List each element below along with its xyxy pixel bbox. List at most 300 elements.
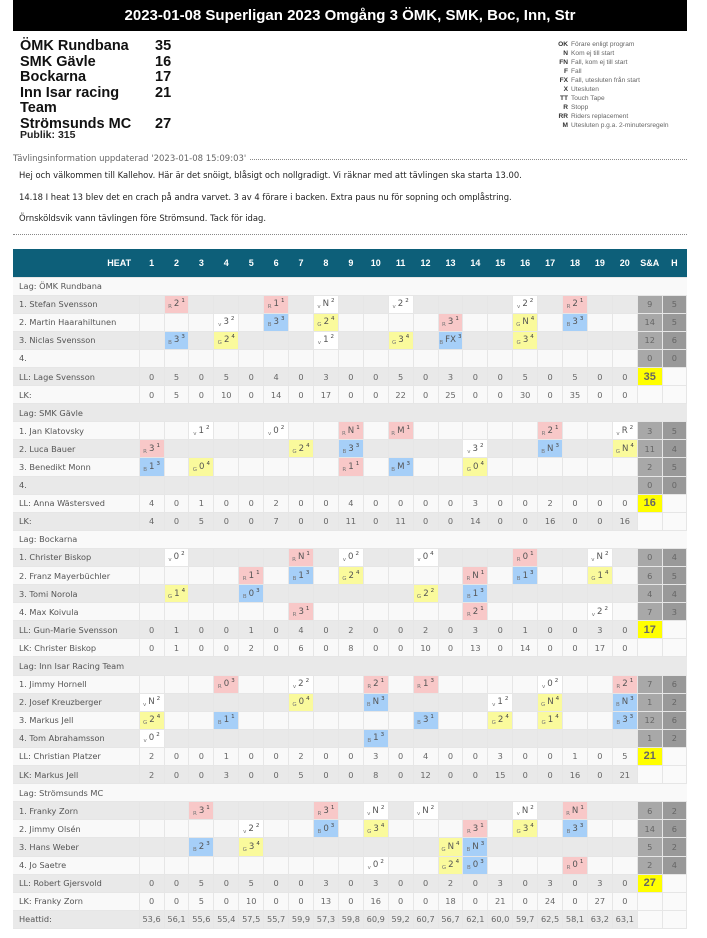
- heat-cell: [264, 711, 289, 729]
- ll-value: 0: [388, 494, 413, 512]
- heat-cell: [139, 711, 164, 729]
- heat-cell: [313, 349, 338, 367]
- heat-cell: [164, 675, 189, 693]
- rider-heats: 6: [662, 711, 686, 729]
- heat-cell: [289, 711, 314, 729]
- heat-cell: [139, 693, 164, 711]
- heat-cell: [264, 838, 289, 856]
- heat-cell: [313, 856, 338, 874]
- heat-points: 3: [472, 823, 479, 834]
- heat-cell: [239, 440, 264, 458]
- lk-value: 0: [139, 639, 164, 657]
- rider-name[interactable]: 4. Jo Saetre: [13, 856, 139, 874]
- heat-cell: [239, 856, 264, 874]
- rider-name[interactable]: 2. Martin Haarahiltunen: [13, 313, 139, 331]
- heat-cell: [139, 295, 164, 313]
- ll-value: 0: [363, 367, 388, 385]
- heat-cell: [139, 838, 164, 856]
- rider-name[interactable]: 4.: [13, 349, 139, 367]
- heattid-value: 57,3: [313, 910, 338, 928]
- heat-cell: [338, 440, 363, 458]
- header-heat-number: 11: [388, 249, 413, 277]
- heat-cell: [289, 820, 314, 838]
- rider-heats: 0: [662, 476, 686, 494]
- start-position: 4: [256, 840, 260, 847]
- heat-points: 0: [547, 679, 553, 690]
- ll-value: 0: [563, 494, 588, 512]
- heat-cell: [413, 422, 438, 440]
- heat-cell: [612, 331, 637, 349]
- rider-row: [13, 820, 687, 838]
- rider-name[interactable]: 1. Jan Klatovsky: [13, 422, 139, 440]
- heat-cell: [488, 585, 513, 603]
- gate-letter: R: [168, 304, 172, 311]
- rider-sa: 3: [637, 422, 662, 440]
- gate-letter: G: [217, 340, 222, 347]
- ll-value: 3: [313, 874, 338, 892]
- heat-cell: [513, 838, 538, 856]
- start-position: 4: [630, 442, 634, 449]
- heat-points: N: [372, 805, 379, 816]
- heat-cell: [239, 422, 264, 440]
- gate-letter: B: [391, 466, 396, 473]
- gate-letter: R: [466, 575, 471, 582]
- heat-cell: [513, 729, 538, 747]
- rider-name[interactable]: 1. Jimmy Hornell: [13, 675, 139, 693]
- heat-points: 2: [198, 841, 205, 852]
- heat-cell: [612, 476, 637, 494]
- heat-cell: [189, 567, 214, 585]
- heattid-value: 62,5: [538, 910, 563, 928]
- lk-value: 0: [438, 766, 463, 784]
- heat-cell: [413, 295, 438, 313]
- heat-cell: [488, 422, 513, 440]
- ll-value: 5: [612, 747, 637, 765]
- start-position: 1: [355, 460, 360, 467]
- heat-points: 3: [273, 317, 279, 328]
- heat-cell: [513, 349, 538, 367]
- heat-cell: [214, 693, 239, 711]
- heat-cell: [488, 603, 513, 621]
- header-heat-number: 7: [289, 249, 314, 277]
- heat-cell: [388, 838, 413, 856]
- heat-cell: [587, 820, 612, 838]
- ll-value: 0: [563, 874, 588, 892]
- legend-text: Fall, utesluten från start: [571, 77, 640, 84]
- gate-letter: G: [317, 322, 322, 329]
- heat-points: 2: [173, 299, 180, 310]
- heat-cell: [413, 476, 438, 494]
- page-title: 2023-01-08 Superligan 2023 Omgång 3 ÖMK, SMK, Boc, Inn, Str: [13, 0, 687, 31]
- rider-name[interactable]: 1. Stefan Svensson: [13, 295, 139, 313]
- heat-cell: [612, 349, 637, 367]
- ll-value: 0: [214, 874, 239, 892]
- legend-row: [550, 94, 669, 103]
- lk-value: 0: [214, 512, 239, 530]
- gate-letter: v: [591, 557, 595, 564]
- header-heat-number: 6: [264, 249, 289, 277]
- standing-row: [20, 70, 171, 86]
- rider-name[interactable]: 2. Josef Kreuzberger: [13, 693, 139, 711]
- lk-value: 8: [363, 766, 388, 784]
- rider-heats: 5: [662, 313, 686, 331]
- heat-cell: [139, 548, 164, 566]
- heat-cell: [413, 603, 438, 621]
- gate-letter: v: [517, 304, 521, 311]
- heat-points: 2: [248, 823, 254, 834]
- lk-value: 13: [463, 639, 488, 657]
- lk-value: 0: [338, 892, 363, 910]
- heat-cell: [214, 422, 239, 440]
- gate-letter: G: [192, 466, 198, 473]
- header-heat-number: 5: [239, 249, 264, 277]
- heat-cell: [313, 295, 338, 313]
- rider-name[interactable]: 3. Markus Jell: [13, 711, 139, 729]
- heat-cell: [363, 295, 388, 313]
- rider-heats: 5: [662, 295, 686, 313]
- ll-label: LL: Robert Gjersvold: [13, 874, 139, 892]
- rider-name[interactable]: 3. Benedikt Monn: [13, 458, 139, 476]
- gate-letter: v: [218, 322, 222, 329]
- heat-cell: [338, 458, 363, 476]
- rider-sa: 4: [637, 585, 662, 603]
- lk-value: 0: [587, 386, 612, 404]
- heat-cell: [563, 802, 588, 820]
- lk-value: 21: [612, 766, 637, 784]
- start-position: 3: [630, 696, 634, 703]
- heat-cell: [612, 548, 637, 566]
- legend-row: [550, 58, 669, 67]
- ll-value: 4: [289, 621, 314, 639]
- heat-cell: [164, 313, 189, 331]
- rider-name[interactable]: 3. Tomi Norola: [13, 585, 139, 603]
- table-header: [13, 249, 687, 277]
- legend-text: Förare enligt program: [571, 41, 635, 48]
- ll-value: 3: [538, 874, 563, 892]
- heat-cell: [587, 567, 612, 585]
- heat-points: 1: [248, 570, 255, 581]
- gate-letter: B: [267, 322, 272, 329]
- heat-cell: [587, 349, 612, 367]
- heattid-value: 59,7: [513, 910, 538, 928]
- heat-cell: [438, 349, 463, 367]
- lk-value: 0: [189, 639, 214, 657]
- rider-row: [13, 458, 687, 476]
- start-position: 1: [181, 298, 185, 305]
- heat-cell: [313, 675, 338, 693]
- header-heat-number: 3: [189, 249, 214, 277]
- lk-value: 21: [488, 892, 513, 910]
- rider-name[interactable]: 2. Franz Mayerbüchler: [13, 567, 139, 585]
- heat-cell: [289, 476, 314, 494]
- gate-letter: B: [417, 720, 421, 727]
- heat-cell: [139, 458, 164, 476]
- heat-points: 3: [447, 317, 454, 328]
- heat-cell: [563, 313, 588, 331]
- team-name: ÖMK Rundbana: [20, 38, 129, 54]
- heat-cell: [363, 476, 388, 494]
- heat-cell: [612, 295, 637, 313]
- heat-cell: [538, 838, 563, 856]
- gate-letter: v: [317, 304, 321, 311]
- ll-row: [13, 621, 687, 639]
- start-position: 4: [480, 460, 484, 467]
- info-heading: Tävlingsinformation uppdaterad '2023-01-08 15:09:03': [13, 154, 247, 164]
- heat-cell: [363, 567, 388, 585]
- heat-cell: [164, 331, 189, 349]
- ll-value: 0: [139, 367, 164, 385]
- lk-value: 30: [513, 386, 538, 404]
- heat-cell: [264, 729, 289, 747]
- heat-cell: [438, 331, 463, 349]
- gate-letter: v: [367, 865, 371, 872]
- rider-name[interactable]: 4.: [13, 476, 139, 494]
- start-position: 3: [330, 822, 335, 829]
- ll-value: 0: [289, 367, 314, 385]
- heat-cell: [239, 838, 264, 856]
- heat-cell: [388, 295, 413, 313]
- heat-cell: [313, 585, 338, 603]
- heat-cell: [289, 585, 314, 603]
- ll-value: 0: [313, 621, 338, 639]
- heat-cell: [463, 349, 488, 367]
- gate-letter: v: [467, 448, 471, 455]
- rider-sa: 14: [637, 820, 662, 838]
- lk-value: 7: [264, 512, 289, 530]
- heat-points: M: [397, 461, 405, 472]
- start-position: 2: [331, 298, 335, 305]
- heat-cell: [363, 331, 388, 349]
- rider-name[interactable]: 3. Hans Weber: [13, 838, 139, 856]
- gate-letter: G: [516, 322, 521, 329]
- heat-cell: [313, 313, 338, 331]
- legend-code: M: [562, 122, 568, 129]
- heat-cell: [438, 458, 463, 476]
- ll-value: 0: [513, 747, 538, 765]
- rider-name[interactable]: 2. Jimmy Olsén: [13, 820, 139, 838]
- heat-points: N: [148, 697, 155, 708]
- team-row: [13, 530, 687, 548]
- lk-value: 27: [587, 892, 612, 910]
- ll-value: 1: [164, 621, 189, 639]
- heat-cell: [563, 820, 588, 838]
- heat-cell: [438, 567, 463, 585]
- start-position: 2: [255, 822, 260, 829]
- heat-cell: [438, 603, 463, 621]
- heat-cell: [463, 476, 488, 494]
- rider-sa: 12: [637, 331, 662, 349]
- lk-value: 0: [513, 512, 538, 530]
- gate-letter: v: [392, 304, 396, 311]
- heat-cell: [563, 548, 588, 566]
- lk-label: LK: Markus Jell: [13, 766, 139, 784]
- heat-cell: [463, 585, 488, 603]
- heat-points: N: [522, 317, 529, 328]
- heat-cell: [239, 349, 264, 367]
- ll-value: 0: [538, 367, 563, 385]
- start-position: 3: [156, 460, 160, 467]
- heattid-value: 59,8: [338, 910, 363, 928]
- heat-points: 1: [298, 570, 304, 581]
- lk-value: 10: [413, 639, 438, 657]
- heat-points: 3: [572, 823, 578, 834]
- legend-row: [550, 112, 669, 121]
- rider-name[interactable]: 1. Franky Zorn: [13, 802, 139, 820]
- lk-value: 0: [513, 892, 538, 910]
- heat-points: 2: [397, 299, 404, 310]
- heat-cell: [513, 693, 538, 711]
- gate-letter: v: [142, 702, 147, 709]
- ll-value: 0: [289, 874, 314, 892]
- gate-letter: v: [342, 557, 346, 564]
- heat-cell: [413, 729, 438, 747]
- gate-letter: G: [367, 828, 372, 835]
- heat-cell: [612, 458, 637, 476]
- rider-name[interactable]: 1. Christer Biskop: [13, 548, 139, 566]
- heat-cell: [363, 675, 388, 693]
- heat-cell: [388, 711, 413, 729]
- header-sa: S&A: [637, 249, 662, 277]
- heat-cell: [189, 603, 214, 621]
- heat-points: 0: [199, 461, 205, 472]
- heat-cell: [488, 675, 513, 693]
- start-position: 1: [306, 551, 310, 558]
- legend-text: Utesluten p.g.a. 2-minutersregeln: [571, 122, 669, 129]
- rider-heats: 6: [662, 675, 686, 693]
- heat-points: 0: [522, 552, 529, 563]
- heat-cell: [214, 295, 239, 313]
- heat-cell: [214, 711, 239, 729]
- rider-heats: 5: [662, 458, 686, 476]
- rider-sa: 1: [637, 729, 662, 747]
- heat-cell: [164, 856, 189, 874]
- heat-cell: [164, 349, 189, 367]
- rider-row: [13, 603, 687, 621]
- heat-cell: [388, 331, 413, 349]
- heat-cell: [488, 548, 513, 566]
- heat-cell: [538, 440, 563, 458]
- heat-cell: [413, 802, 438, 820]
- rider-heats: 0: [662, 349, 686, 367]
- heat-cell: [488, 458, 513, 476]
- lk-value: 10: [239, 892, 264, 910]
- lk-value: 0: [413, 386, 438, 404]
- heat-cell: [388, 820, 413, 838]
- gate-letter: B: [242, 593, 247, 600]
- rider-sa: 0: [637, 476, 662, 494]
- heat-cell: [438, 548, 463, 566]
- lk-value: 18: [438, 892, 463, 910]
- heat-points: 0: [298, 697, 305, 708]
- lk-row: [13, 766, 687, 784]
- heat-cell: [363, 802, 388, 820]
- heat-points: 2: [547, 425, 553, 436]
- attendance: [20, 129, 75, 141]
- legend-code: RR: [558, 113, 568, 120]
- gate-letter: B: [466, 593, 471, 600]
- heat-cell: [264, 476, 289, 494]
- team-label: Lag: Strömsunds MC: [13, 784, 687, 802]
- heat-cell: [463, 458, 488, 476]
- rider-name[interactable]: 4. Max Koivula: [13, 603, 139, 621]
- ll-value: 1: [214, 747, 239, 765]
- heat-points: 0: [248, 588, 255, 599]
- gate-letter: R: [417, 684, 421, 691]
- heat-cell: [289, 440, 314, 458]
- heat-cell: [488, 729, 513, 747]
- ll-value: 5: [388, 367, 413, 385]
- gate-letter: B: [466, 865, 471, 872]
- rider-sa: 2: [637, 856, 662, 874]
- gate-letter: G: [392, 340, 397, 347]
- heat-cell: [563, 440, 588, 458]
- heat-cell: [513, 856, 538, 874]
- heat-cell: [189, 349, 214, 367]
- heat-points: 1: [422, 679, 429, 690]
- heat-cell: [189, 693, 214, 711]
- empty-cell: [662, 367, 686, 385]
- rider-row: [13, 693, 687, 711]
- gate-letter: v: [417, 557, 421, 564]
- heat-cell: [164, 820, 189, 838]
- lk-value: 0: [313, 512, 338, 530]
- standing-row: [20, 86, 171, 117]
- ll-value: 2: [139, 747, 164, 765]
- heat-points: 2: [597, 606, 603, 617]
- rider-heats: 4: [662, 548, 686, 566]
- rider-name[interactable]: 4. Tom Abrahamsson: [13, 729, 139, 747]
- team-name: Bockarna: [20, 69, 87, 85]
- ll-value: 0: [338, 874, 363, 892]
- start-position: 3: [280, 316, 285, 323]
- heat-cell: [313, 440, 338, 458]
- heat-cell: [164, 548, 189, 566]
- gate-letter: G: [342, 575, 347, 582]
- rider-name[interactable]: 2. Luca Bauer: [13, 440, 139, 458]
- start-position: 2: [230, 316, 235, 323]
- header-heat-number: 18: [563, 249, 588, 277]
- gate-letter: B: [342, 448, 347, 455]
- heat-points: M: [397, 425, 405, 436]
- heat-cell: [612, 711, 637, 729]
- ll-value: 4: [139, 494, 164, 512]
- heat-cell: [338, 856, 363, 874]
- team-row: [13, 657, 687, 675]
- header-heat-number: 16: [513, 249, 538, 277]
- ll-row: [13, 874, 687, 892]
- start-position: 1: [480, 605, 484, 612]
- ll-value: 3: [463, 494, 488, 512]
- heat-points: 2: [472, 606, 479, 617]
- heat-points: 0: [473, 461, 479, 472]
- rider-row: [13, 711, 687, 729]
- start-position: 4: [530, 334, 534, 341]
- gate-letter: v: [516, 810, 520, 817]
- heat-cell: [189, 856, 214, 874]
- gate-letter: v: [168, 557, 172, 564]
- heat-cell: [239, 476, 264, 494]
- ll-row: [13, 367, 687, 385]
- rider-name[interactable]: 3. Niclas Svensson: [13, 331, 139, 349]
- heat-cell: [264, 856, 289, 874]
- ll-value: 0: [413, 494, 438, 512]
- heat-cell: [214, 349, 239, 367]
- heat-points: 3: [323, 805, 329, 816]
- heat-cell: [363, 548, 388, 566]
- heat-cell: [214, 440, 239, 458]
- header-heat-number: 19: [587, 249, 612, 277]
- heat-cell: [538, 422, 563, 440]
